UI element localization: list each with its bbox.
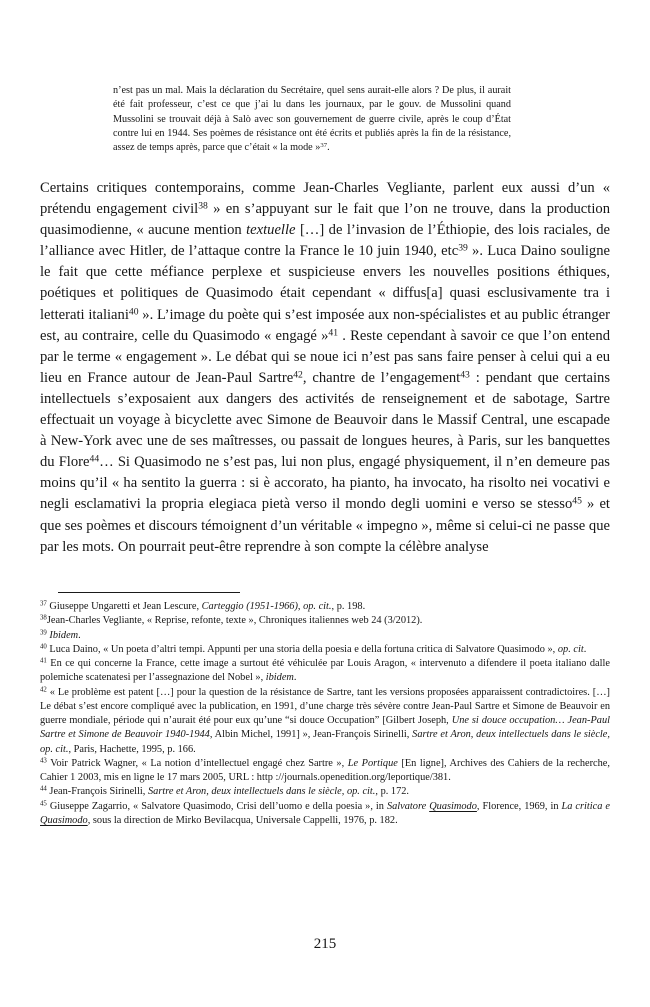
footnote-44-part-1: Jean-François Sirinelli, xyxy=(49,786,148,798)
body-footnote-marker-44: 44 xyxy=(89,453,100,465)
footnote-39 xyxy=(40,629,610,643)
footnote-number-41: 41 xyxy=(40,657,47,665)
footnote-37-part-2: , xyxy=(297,601,304,612)
footnote-45-italic-salvatore: Salvatore xyxy=(386,800,430,812)
footnote-41 xyxy=(40,657,610,686)
footnote-42-part-2: , Albin Michel, 1991] », Jean-François Sirinelli, xyxy=(209,729,413,741)
footnote-number-45: 45 xyxy=(40,800,47,808)
footnote-39-part-1: . xyxy=(78,629,81,641)
body-seg-8: : pendant que certains intellectuels s’exposaient aux dangers des activités de renseignement et de sabotage, Sartre effectuait un voyage à bicyclette avec Simone de Beauvoir dans le Massif Central, une escapade à New-York avec une de ses maîtresses, ou passait de longues heures, à Paris, sur les banquettes du Flore xyxy=(40,369,611,471)
body-italic-textuelle: textuelle xyxy=(246,222,296,239)
footnote-44 xyxy=(40,785,610,799)
body-seg-3: […] de l’invasion de l’Éthiopie, des lois raciales, de l’alliance avec Hitler, de l’attaque contre la France le 10 juin 1940, etc xyxy=(40,222,610,260)
footnote-43-italic-journal: Le Portique xyxy=(347,757,398,769)
footnote-38-part-1: Jean-Charles Vegliante, « Reprise, refonte, texte », Chroniques italiennes web 24 (3/2012). xyxy=(46,615,423,627)
body-seg-4: ». Luca Daino souligne le fait que cette méfiance perplexe et suspicieuse envers les nouvelles positions éthiques, poétiques et politiques de Quasimodo était cependant « diffus[a] quasi esclusivamente tra i letterati italiani xyxy=(40,243,610,323)
footnote-number-39: 39 xyxy=(40,629,47,637)
footnote-number-40: 40 xyxy=(40,643,47,651)
footnote-37-part-3: , p. 198. xyxy=(331,601,366,612)
footnote-number-38: 38 xyxy=(40,614,47,622)
footnote-42 xyxy=(40,686,610,757)
footnote-45-italic-la-critica: La critica e xyxy=(561,800,610,812)
footnote-42-part-3: , Paris, Hachette, 1995, p. 166. xyxy=(68,743,196,755)
footnote-37 xyxy=(40,600,610,614)
footnote-40-italic-opcit: op. cit xyxy=(557,643,584,655)
footnote-45 xyxy=(40,800,610,829)
body-seg-10: » et que ses poèmes et discours témoignent d’un véritable « impegno », même si celui-ci ne passe que par les mots. On pourrait peut-être reprendre à son compte la célèbre analyse xyxy=(40,496,610,555)
body-footnote-marker-38: 38 xyxy=(198,200,208,212)
body-seg-5: ». L’image du poète qui s’est imposée aux non-spécialistes et au public étranger est, au contraire, celle du Quasimodo « engagé » xyxy=(40,306,610,344)
body-paragraph-text xyxy=(40,178,610,558)
footnote-43 xyxy=(40,757,610,786)
epigraph-blockquote xyxy=(113,84,511,155)
footnote-41-italic-ibidem: ibidem xyxy=(265,672,294,684)
footnote-37-italic-title: Carteggio (1951-1966) xyxy=(201,601,298,612)
body-seg-9: … Si Quasimodo ne s’est pas, lui non plus, engagé physiquement, il n’en demeure pas moins qu’il « ha sentito la guerra : si è accorato, ha pianto, ha invocato, ha risolto nei vocativi e negli esclamativi la propria elegiaca pietà verso il mondo degli uomini e verso se stesso xyxy=(40,454,610,513)
footnote-45-part-3: , sous la direction de Mirko Bevilacqua, Universale Cappelli, 1976, p. 182. xyxy=(87,814,398,826)
epigraph-footnote-marker-37: 37 xyxy=(320,141,328,149)
footnote-42-part-1: « Le problème est patent […] pour la question de la résistance de Sartre, tant les versions proposées apparaissent contradictoires. […] Le débat s’est encore compliqué avec la publication, en 1991, d’une charge très sévère contre Jean-Paul Sartre et Simone de Beauvoir en guerre mondiale, période qui n’aurait été pour eux qu’une “si douce Occupation” [Gilbert Joseph, xyxy=(40,686,610,726)
body-seg-6: . Reste cependant à savoir ce que l’on entend par le terme « engagement ». Le débat qui se noue ici n’est pas sans faire penser à celui qui a eu lieu en France autour de Jean-Paul Sartre xyxy=(40,327,610,386)
footnote-separator-rule xyxy=(58,592,240,593)
footnote-45-part-1: Giuseppe Zagarrio, « Salvatore Quasimodo, Crisi dell’uomo e della poesia », in xyxy=(49,800,387,812)
body-footnote-marker-41: 41 xyxy=(328,327,339,339)
body-footnote-marker-42: 42 xyxy=(293,369,303,381)
body-footnote-marker-45: 45 xyxy=(572,495,582,507)
body-paragraph xyxy=(40,178,610,558)
footnote-42-italic-sirinelli-title: Sartre et Aron, deux intellectuels dans le siècle, op. cit. xyxy=(40,729,610,755)
body-seg-1: Certains critiques contemporains, comme Jean-Charles Vegliante, parlent eux aussi d’un « prétendu engagement civil xyxy=(40,180,610,218)
footnote-45-part-2: , Florence, 1969, in xyxy=(476,800,562,812)
footnote-number-43: 43 xyxy=(40,757,47,765)
body-seg-7: , chantre de l’engagement xyxy=(302,369,461,386)
footnote-41-part-1: En ce qui concerne la France, cette image a surtout été véhiculée par Louis Aragon, « intervenuto a difendere il poeta italiano dalle polemiche scatenatesi per l’assegnazione del Nobel », xyxy=(40,658,610,684)
footnote-44-italic-title: Sartre et Aron, deux intellectuels dans le siècle, op. cit. xyxy=(147,786,376,798)
body-footnote-marker-39: 39 xyxy=(458,242,468,254)
footnotes-section xyxy=(40,600,610,828)
footnote-44-part-2: , p. 172. xyxy=(375,786,410,798)
body-footnote-marker-43: 43 xyxy=(460,369,470,381)
footnote-40-part-1: Luca Daino, « Un poeta d’altri tempi. Appunti per una storia della poesia e della fortuna critica di Salvatore Quasimodo », xyxy=(49,643,558,655)
footnote-43-part-1: Voir Patrick Wagner, « La notion d’intellectuel engagé chez Sartre », xyxy=(50,757,348,769)
footnote-37-part-1: Giuseppe Ungaretti et Jean Lescure, xyxy=(49,601,202,612)
footnote-40 xyxy=(40,643,610,657)
footnote-number-44: 44 xyxy=(40,785,47,793)
footnote-39-italic-ibidem: Ibidem xyxy=(49,629,79,641)
footnote-38 xyxy=(40,614,610,628)
footnote-number-37: 37 xyxy=(40,600,47,608)
footnote-number-42: 42 xyxy=(40,686,47,694)
footnote-40-part-2: . xyxy=(583,643,587,655)
footnote-42-italic-joseph-title: Une si douce occupation… Jean-Paul Sartre et Simone de Beauvoir 1940-1944 xyxy=(40,715,610,741)
footnote-45-italic-underline-quasimodo-2: Quasimodo xyxy=(40,814,88,826)
body-footnote-marker-40: 40 xyxy=(128,305,139,317)
epigraph-text: n’est pas un mal. Mais la déclaration du Secrétaire, quel sens aurait-elle alors ? De plus, il aurait été fait professeur, c’est ce que j’ai lu dans les journaux, par le gouv. de Mussolini quand Mussolini se trouvait déjà à Salò avec son gouvernement de guerre civile, après le coup d’État contre lui en 1944. Ses poèmes de résistance ont été écrits et publiés après la fin de la résistance, assez de temps après, parce que c’était « la mode » xyxy=(113,85,511,154)
footnote-37-italic-opcit: op. cit. xyxy=(303,601,332,612)
body-seg-2: » en s’appuyant sur le fait que l’on ne trouve, dans la production quasimodienne, « aucune mention xyxy=(40,201,610,239)
footnote-45-italic-underline-quasimodo-1: Quasimodo xyxy=(429,800,477,812)
epigraph-tail: . xyxy=(327,142,330,154)
footnote-41-part-2: . xyxy=(293,672,297,684)
page-number-folio: 215 xyxy=(313,936,337,952)
footnote-43-part-2: [En ligne], Archives des Cahiers de la recherche, Cahier 1 2003, mis en ligne le 17 mars 2005, URL : http ://journals.openedition.org/leportique/381. xyxy=(40,757,610,783)
